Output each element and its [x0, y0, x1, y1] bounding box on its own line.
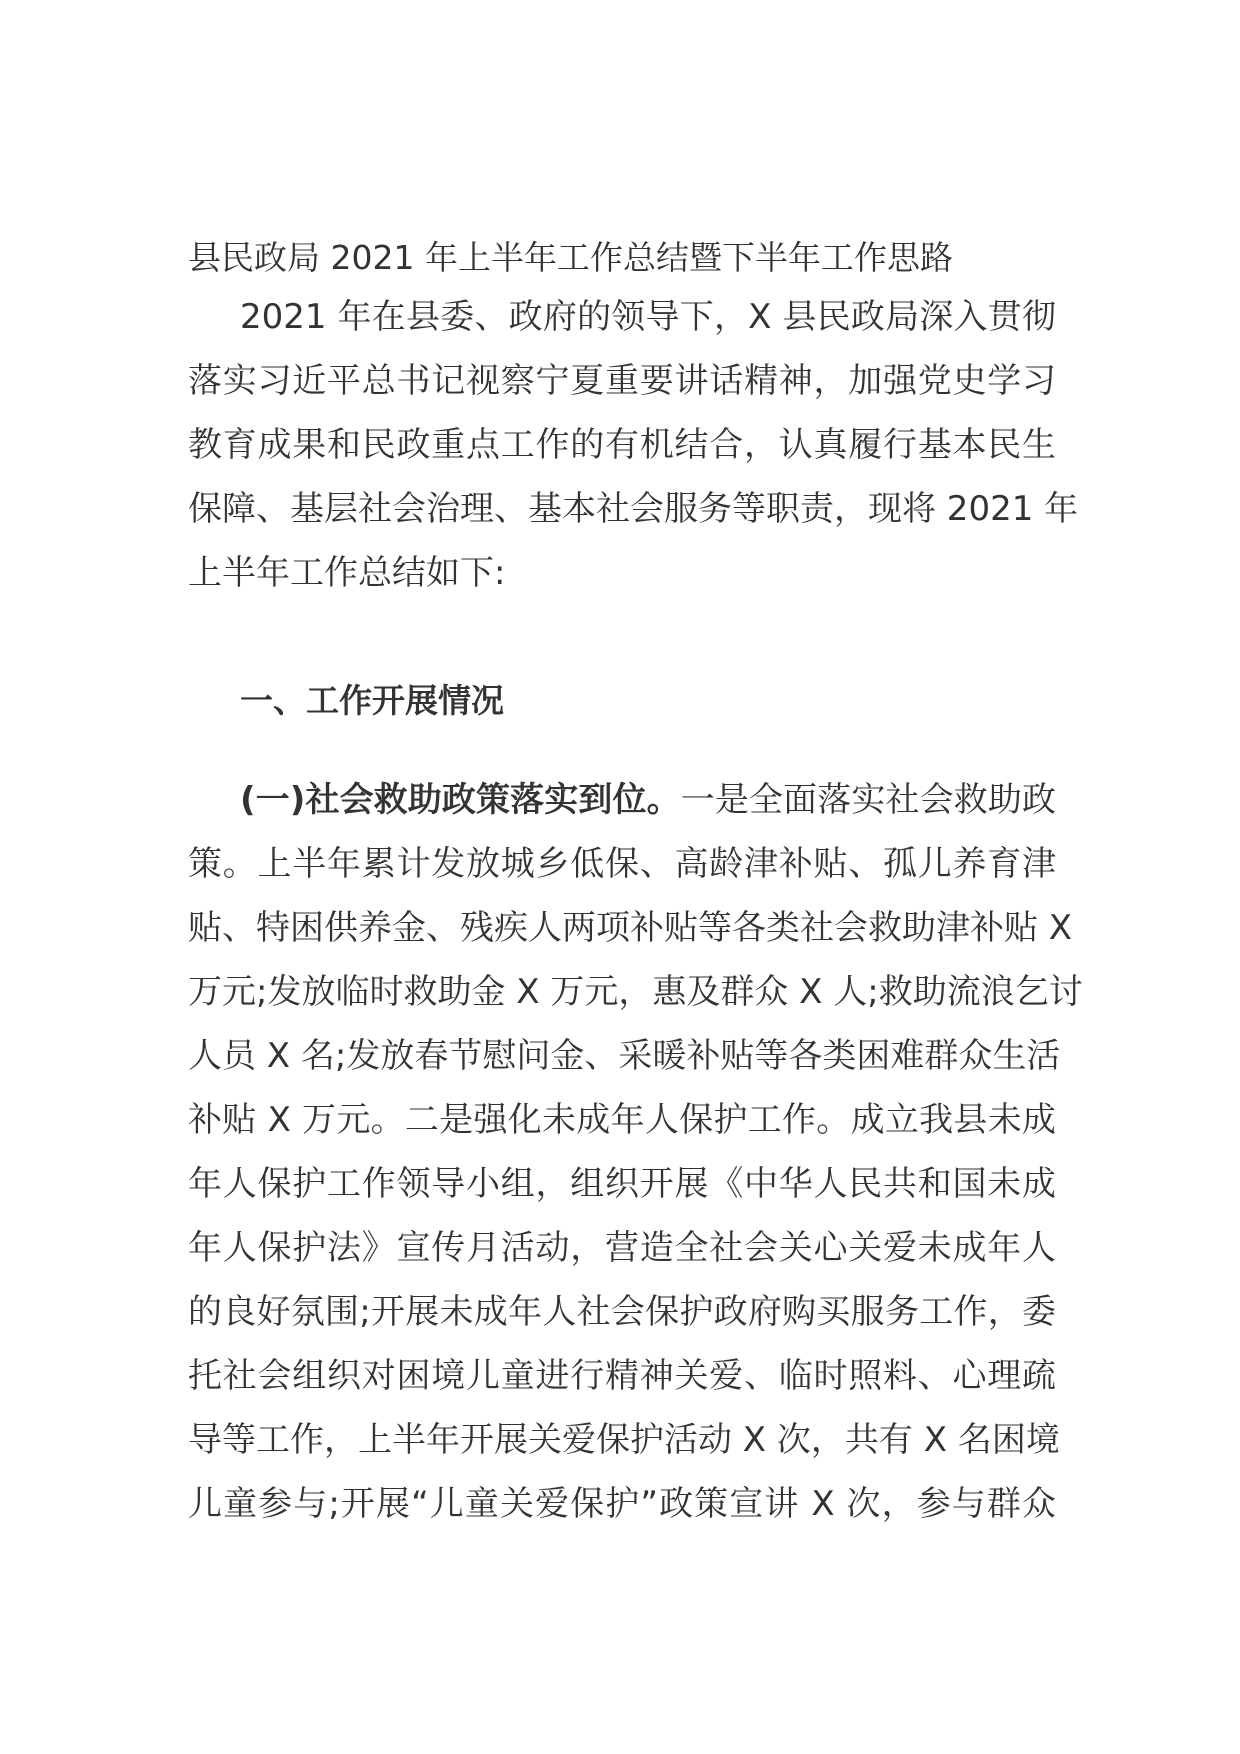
- body-line: 儿童参与;开展“儿童关爱保护”政策宣讲 X 次，参与群众: [188, 1484, 1056, 1524]
- intro-line: 落实习近平总书记视察宁夏重要讲话精神，加强党史学习: [188, 361, 1056, 401]
- body-line: 年人保护法》宣传月活动，营造全社会关心关爱未成年人: [188, 1228, 1056, 1268]
- body-line: 万元;发放临时救助金 X 万元，惠及群众 X 人;救助流浪乞讨: [188, 972, 1083, 1012]
- body-line: 托社会组织对困境儿童进行精神关爱、临时照料、心理疏: [188, 1356, 1056, 1396]
- body-line: 补贴 X 万元。二是强化未成年人保护工作。成立我县未成: [188, 1100, 1056, 1140]
- body-line: 贴、特困供养金、残疾人两项补贴等各类社会救助津补贴 X: [188, 908, 1073, 948]
- intro-line: 上半年工作总结如下:: [188, 553, 506, 593]
- section-heading: 一、工作开展情况: [240, 681, 504, 720]
- body-line: 策。上半年累计发放城乡低保、高龄津补贴、孤儿养育津: [188, 844, 1056, 884]
- intro-line: 保障、基层社会治理、基本社会服务等职责，现将 2021 年: [188, 489, 1079, 529]
- body-line: 年人保护工作领导小组，组织开展《中华人民共和国未成: [188, 1164, 1056, 1204]
- subsection-first-line: [240, 775, 1056, 825]
- body-line: 的良好氛围;开展未成年人社会保护政府购买服务工作，委: [188, 1292, 1056, 1332]
- document-title: 县民政局 2021 年上半年工作总结暨下半年工作思路: [188, 238, 953, 277]
- intro-line: 教育成果和民政重点工作的有机结合，认真履行基本民生: [188, 425, 1056, 465]
- body-line: 导等工作，上半年开展关爱保护活动 X 次，共有 X 名困境: [188, 1420, 1060, 1460]
- subsection-heading: (一)社会救助政策落实到位。: [240, 780, 681, 820]
- body-text: 一是全面落实社会救助政: [680, 780, 1057, 820]
- body-line: 人员 X 名;发放春节慰问金、采暖补贴等各类困难群众生活: [188, 1036, 1061, 1076]
- intro-line: 2021 年在县委、政府的领导下，X 县民政局深入贯彻: [240, 297, 1056, 337]
